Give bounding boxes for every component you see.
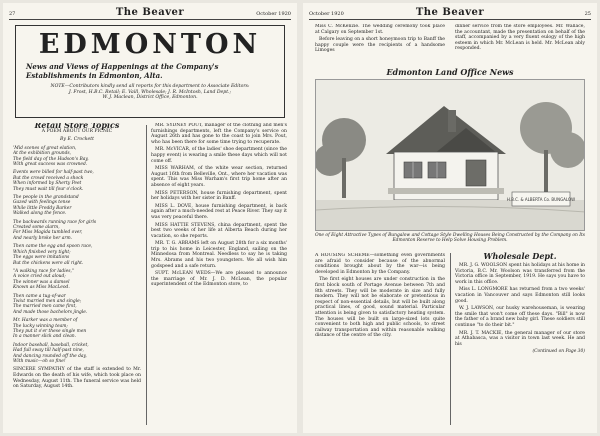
column-divider [146, 125, 147, 425]
news-paragraph: MR. McVICAR, of the ladies' shoe department (since the happy event) is wearing a smile these days which will not come off. [151, 147, 287, 164]
bungalow-photo [315, 79, 585, 231]
stanza: The backwards running race for girls Created some alarm, For Miss Magida tumbled over, And nearly broke her arm. [13, 219, 97, 241]
note-line: NOTE—Contributors kindly send all reports for this department to Associate Editors: [50, 84, 250, 89]
right-page-header [309, 6, 591, 20]
stanza: "A walking race for ladies," A voice cried out aloud; The winner was a damsel Known as Miss MacLeod. [13, 268, 74, 291]
contributors-note [22, 84, 278, 101]
photo-caption: One of Eight Attractive Types of Bungalow and Cottage Style Dwelling Houses Being Constructed by the Company on Its Edmonton Reserve to Help Solve Housing Problem. [315, 233, 586, 244]
poem-column [13, 123, 141, 429]
wedding-paragraph: Miss C. McKenzie. The wedding ceremony took place at Calgary on September 1st. [315, 24, 445, 35]
wholesale-paragraph: MR. J. T. MACKIE, the general manager of our store at Athabasca, was a visitor in town last week. He and his [455, 330, 585, 347]
section-title: EDMONTON [38, 29, 262, 60]
continued-note: (Continued on Page 30) [532, 349, 585, 355]
stanza: The people in the grandstand Gazed with feelings tense While little Freddy Barker Walked along the fence. [13, 195, 79, 217]
wholesale-column [455, 249, 585, 429]
wholesale-heading: Wholesale Dept. [483, 251, 557, 261]
housing-paragraph: The first eight houses are under construction in the first block south of Portage Avenue between 7th and 8th streets. They will be moderate in size and fully modern. They will not be elaborate or pretentious in respect of non-essential details, but will be built along practical lines, of good, sound material. Particular attention is being given to satisfactory heating system. The houses will be built on large-sized lots quite convenient to both high and public schools, to street railway transportation and within reasonable walking distance of the centre of the city. [315, 277, 445, 339]
house-illustration [316, 80, 585, 231]
poem-body [13, 146, 141, 365]
wholesale-paragraph: W. J. LAWSON, our husky warehouseman, is wearing the smile that won't come off these days. "Bill" is now the father of a brand new baby girl. These soldiers still continue "to do their bit." [455, 306, 585, 328]
poem-title: A POEM ABOUT OUR PICNIC [41, 128, 113, 134]
wedding-column-b [455, 24, 585, 64]
housing-paragraph: A HOUSING SCHEME—something even governments are afraid to consider because of the abnormal conditions brought about by the war—is being developed in Edmonton by the Company. [315, 253, 445, 275]
issue-date: October 1920 [309, 11, 344, 17]
page-number: 27 [9, 11, 16, 17]
wholesale-paragraph: MR. J. G. WOOLSON spent his holidays at his home in Victoria, B.C. Mr. Woolson was transferred from the Victoria office in September, 1919. He says you have to work in this office. [455, 263, 585, 285]
page-number: 25 [584, 11, 591, 17]
poem-author: By E. Crockett [60, 137, 94, 143]
news-paragraph: MISS PETERSON, house furnishing department, spent her holidays with her sister in Banff. [151, 190, 287, 202]
issue-date: October 1920 [256, 11, 291, 17]
news-paragraph: MISS HATTIE STEVENS, china department, spent the best two weeks of her life at Alberta Beach during her vacation, so she reports. [151, 222, 287, 239]
retail-heading: Retail Store Topics [34, 123, 120, 130]
magazine-masthead: The Beaver [115, 7, 185, 18]
stanza: Indoor baseball, baseball, cricket, Had full sway till half-past nine, And dancing rounded off the day, With music—oh so fine! [13, 342, 89, 364]
news-paragraph: SUPT. McLEAN WEDS—We are pleased to announce the marriage of Mr. J. D. McLean, the popular superintendent of the Edmonton store, to [151, 271, 287, 288]
news-paragraph: MISS WARHAM, of the white wear section, returned August 16th from Belleville, Ont., where her vacation was spent. This was Miss Warham's first trip home after an absence of eight years. [151, 166, 287, 188]
wholesale-paragraph: Miss L. LONGMORE has returned from a two weeks' vacation in Vancouver and says Edmonton still looks good. [455, 287, 585, 304]
stanza: Then came the egg and spoon race, Which finished very tight; The eggs were imitations But the chickens were all right. [13, 244, 93, 266]
left-page [3, 3, 297, 433]
news-paragraph: MISS L. DOVE, house furnishing department, is back again after a much-needed rest at Peace River. They say it was very peaceful there. [151, 203, 287, 220]
wedding-paragraph: Before leaving on a short honeymoon trip to Banff the happy couple were the recipients of a handsome Limoges [315, 37, 445, 54]
wedding-column-a [315, 24, 445, 64]
news-paragraph: MR. T. G. ABRAMS left on August 28th for a six months' trip to his home in Leicester, England, sailing on the Minnedosa from Montreal. Needless to say he is taking Mrs. Abrams and his two youngsters. We all wish him godspeed and a safe return. [151, 241, 287, 269]
note-line: W. J. Maclean, District Office, Edmonton. [102, 95, 198, 101]
housing-scheme-column [315, 253, 445, 429]
stanza: Then came a tug-of-war Twixt married men and single; The married men came first, And made those bachelors jingle. [13, 293, 88, 315]
right-page [303, 3, 597, 433]
note-line: J. Frost, H.B.C. Retail; E. Vaill, Wholesale; J. R. McIntosh, Land Dept.; [68, 89, 232, 95]
magazine-masthead: The Beaver [415, 7, 485, 18]
stanza: 'Mid scenes of great elation, At the exhibition grounds, The field day of the Hudson's Bay, With great success was crowned. [13, 145, 89, 167]
left-page-header [9, 6, 291, 20]
edmonton-title-box [15, 25, 285, 118]
stanza: Events were billed for half-past two, But the crowd received a shock When informed by Sherty Peet They must wait till four o'clock. [13, 170, 94, 192]
retail-news-column [151, 123, 287, 429]
column-divider [450, 253, 451, 425]
land-office-heading: Edmonton Land Office News [386, 67, 514, 77]
section-subtitle: News and Views of Happenings at the Company's Establishments in Edmonton, Alta. [26, 62, 219, 80]
news-paragraph: MR. SYDNEY POUT, manager of the clothing and men's furnishings departments, left the Company's service on August 26th and has gone to the coast to join Mrs. Pout, who has been there for some time trying to recuperate. [151, 123, 287, 145]
stanza: Mr. Harker was a member of The lucky winning team; They put it o'er these single men In a manner slick and clean. [13, 318, 87, 340]
sympathy-paragraph: SINCERE SYMPATHY of the staff is extended to Mr. Edwards on the death of his wife, which took place on Wednesday, August 11th. The funeral service was held on Saturday, August 14th. [13, 367, 141, 390]
photo-sign: H.B.C. & ALBERTA Co. BUNGALOW [506, 197, 576, 202]
wedding-paragraph: dinner service from the store employees. Mr. Wallace, the accountant, made the presentation on behalf of the staff, accompanied by a very fluent eulogy of the high esteem in which Mr. McLean is held. Mr. McLean ably responded. [455, 24, 585, 52]
